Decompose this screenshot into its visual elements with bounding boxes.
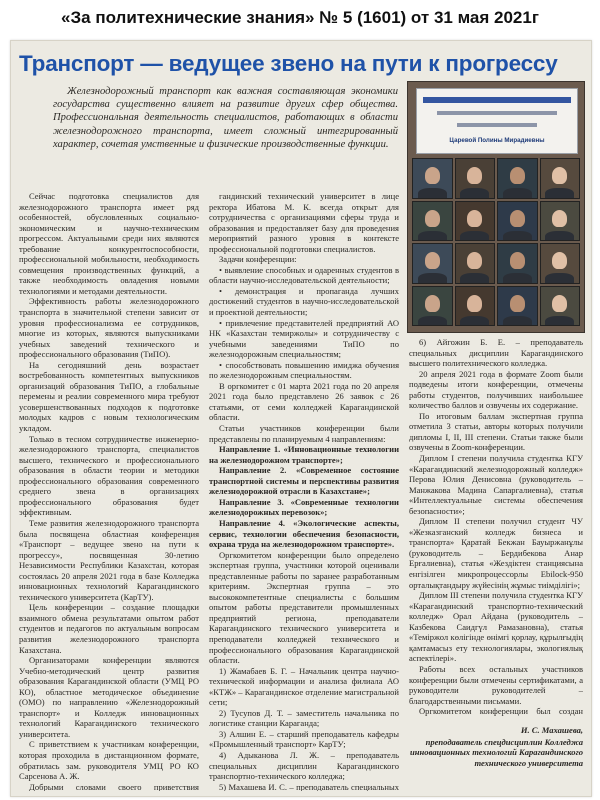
participant-tile bbox=[540, 158, 581, 199]
paragraph: 3) Алшин Е. – старший преподаватель кафедры «Промышленный транспорт» КарТУ; bbox=[209, 728, 399, 750]
paragraph: Только в тесном сотрудничестве инженерно-железнодорожного транспорта, специалистов высшего, технического и профессионального образования в области теории и методики профессионального образования современного среднего звена в организациях профессионального образования будет эффективным. bbox=[19, 433, 199, 518]
paragraph: • привлечение представителей предприятий АО НК «Казахстан темиржолы» и сотрудничеству с учебными заведениями ТиПО по железнодорожным специальностям; bbox=[209, 317, 399, 360]
newspaper-page bbox=[10, 40, 592, 797]
paragraph: На сегодняшний день возрастает востребованность компетентных выпускников организаций образования ТиПО, а глобальные перемены и реалии современного мира требуют усовершенствованных подходов к подготовке молодых кадров с новым технологическим укладом. bbox=[19, 359, 199, 434]
article-column-1 bbox=[19, 191, 199, 791]
author-signature bbox=[409, 725, 583, 795]
paragraph: Сейчас подготовка специалистов для железнодорожного транспорта имеет ряд особенностей, обусловленных социально-экономическим и научно-техническим прогрессом. Актуальными среди них являются требование конкурентоспособности, профессиональной мобильности, необходимость совмещения производственных функций, а также необходимость овладения новыми технологиями и методами деятельности. bbox=[19, 191, 199, 296]
paragraph: 6) Айгожин Б. Е. – преподаватель специальных дисциплин Карагандинского высшего политехнического колледжа. bbox=[409, 337, 583, 369]
paragraph: Работы всех остальных участников конференции были отмечены сертификатами, а руководители руководителей – благодарственными письмами. bbox=[409, 663, 583, 706]
paragraph: Диплом III степени получила студентка КГУ «Карагандинский транспортно-технический колледж» Орал Айдана (руководитель – Казбекова Саидгүл Рамазановна), статья «Теміржол көлігінде өнімгі қорлау, құрылғыдің қамтамасыз ету технологиялары, экологиялық аспектілері». bbox=[409, 590, 583, 664]
participant-tile bbox=[497, 243, 538, 284]
paragraph: Направление 4. «Экологические аспекты, сервис, технологии обеспечения безопасности, охрана труда на железнодорожном транспорте». bbox=[209, 517, 399, 550]
participant-tile bbox=[455, 201, 496, 242]
paragraph: С приветствием к участникам конференции, которая проходила в дистанционном формате, обратилась зам. руководителя УМЦ РО КО Сарсенова А. Ж. bbox=[19, 739, 199, 782]
paragraph: Организаторами конференции являются Учебно-методический центр развития образования Карагандинской области (УМЦ РО КО), областное методическое объединение (ОМО) по направлению «Железнодорожный транспорт» и Колледж инновационных технологий Карагандинского технического университета. bbox=[19, 655, 199, 739]
paragraph: Направление 1. «Инновационные технологии на железнодорожном транспорте»; bbox=[209, 444, 399, 465]
paragraph: • способствовать повышению имиджа обучения по железнодорожным специальностям. bbox=[209, 359, 399, 381]
paragraph: 5) Махашева И. С. – преподаватель специальных bbox=[219, 781, 399, 791]
paragraph: • демонстрация и пропаганда лучших достижений студентов в научно-исследовательской и проектной деятельности; bbox=[209, 285, 399, 318]
paragraph: Диплом I степени получила студентка КГУ «Карагандинский железнодорожный колледж» Перова Юлия Денисовна (руководитель – Манжакова Мадина Сапаргалиевна), статья «Интеллектуальные системы обеспечения безопасности»; bbox=[409, 453, 583, 516]
participant-tile bbox=[455, 243, 496, 284]
paragraph: Цель конференции – создание площадки взаимного обмена результатами опытом работ студентов и педагогов по актуальным вопросам развития железнодорожного транспорта Казахстана. bbox=[19, 602, 199, 655]
paragraph: Задачи конференции: bbox=[219, 254, 297, 265]
participant-tile bbox=[497, 158, 538, 199]
slide-caption: Царевой Полины Мирадиевны bbox=[449, 137, 545, 144]
paragraph: Добрыми словами своего приветствия bbox=[29, 781, 199, 791]
article-headline: Транспорт — ведущее звено на пути к прогрессу bbox=[19, 51, 558, 76]
participant-tile bbox=[455, 158, 496, 199]
paragraph: В оргкомитет с 01 марта 2021 года по 20 апреля 2021 года было представлено 26 заявок с 26 статьями, от семи колледжей Карагандинской области. bbox=[209, 380, 399, 423]
paragraph: 20 апреля 2021 года в формате Zoom были подведены итоги конференции, отмечены работы студентов, получивших наибольшее количество баллов и озвучены их содержание. bbox=[409, 368, 583, 411]
paragraph: гандинский технический университет в лице ректора Ибатова М. К. всегда открыт для сотрудничества с организациями сферы труда и образования и предоставляет базу для проведения мероприятий разного уровня в контексте профессиональной подготовки специалистов. bbox=[209, 191, 399, 254]
paragraph: 1) Жамабаев Б. Г. – Начальник центра научно-технической информации и анализа филиала АО «КТЖ» – Карагандинское отделение магистральной сети; bbox=[209, 665, 399, 708]
masthead-caption: «За политехнические знания» № 5 (1601) от 31 мая 2021г bbox=[61, 8, 539, 27]
participant-tile bbox=[412, 201, 453, 242]
paragraph: 4) Адыканова Л. Ж. – преподаватель специальных дисциплин Карагандинского транспортно-технического колледжа; bbox=[209, 749, 399, 782]
participant-tile bbox=[540, 286, 581, 327]
participant-tile bbox=[455, 286, 496, 327]
video-call-grid bbox=[412, 158, 580, 326]
presentation-slide bbox=[416, 88, 578, 154]
article-lead: Железнодорожный транспорт как важная составляющая экономики государства существенно влияет на развитие других сфер общества. Профессиональная деятельность специалистов, работающих в области железнодорожного транспорта, имеет сложный интегрированный характер, сочетая умственные и физические производственные функции. bbox=[53, 86, 398, 150]
participant-tile bbox=[540, 201, 581, 242]
participant-tile bbox=[497, 286, 538, 327]
paragraph: • выявление способных и одаренных студентов в области научно-исследовательской деятельности; bbox=[209, 264, 399, 286]
paragraph: Диплом II степени получил студент ЧУ «Жезказганский колледж бизнеса и транспорта» Қаратай Бекжан Бауыржанұлы (руководитель – Бердибекова Анар Ерғалиевна), статья «Жездіктен станциясына енгізілген микропроцессорлы Ebilock-950 орталықтандыру жүйесінің жұмыс тиімділігі»; bbox=[409, 516, 583, 590]
participant-tile bbox=[497, 201, 538, 242]
article-column-2 bbox=[209, 191, 399, 791]
author-name: И. С. Махашева, bbox=[520, 725, 583, 735]
participant-tile bbox=[412, 243, 453, 284]
article-column-3 bbox=[409, 337, 583, 717]
paragraph: Оргкомитетом конференции был создан bbox=[419, 706, 583, 717]
participant-tile bbox=[412, 286, 453, 327]
paragraph: Оргкомитетом конференции было определено экспертная группа, участники которой оценивали представленные работы по заранее разработанным критериям. Экспертная группа – это высококомпетентные специалисты с большим опытом работы представители промышленных предприятий региона, преподаватели Карагандинского технического университета и преподаватели колледжей технического и профессионального образования Карагандинской области. bbox=[209, 549, 399, 666]
paragraph: Теме развития железнодорожного транспорта была посвящена областная конференция «Транспорт – ведущее звено на пути к прогрессу», посвященная 30-летию Независимости Республики Казахстан, которая состоялась 20 апреля 2021 года в базе Колледжа инновационных технологий Карагандинского технического университета (КарТУ). bbox=[19, 517, 199, 602]
paragraph: Эффективность работы железнодорожного транспорта в значительной степени зависит от уровня профессионализма ее сотрудников, многие из которых, являются выпускниками учебных заведений технического и профессионального образования (ТиПО). bbox=[19, 296, 199, 360]
paragraph: По итоговым баллам экспертная группа отметила 3 статьи, авторы которых получили дипломы I, II, III степени. Статьи также были озвучены в Zoom-конференции. bbox=[409, 410, 583, 453]
conference-photo bbox=[407, 81, 585, 333]
paragraph: 2) Тусупов Д. Т. – заместитель начальника по логистике станции Караганда; bbox=[209, 707, 399, 729]
participant-tile bbox=[540, 243, 581, 284]
paragraph: Статьи участников конференции были представлены по планируемым 4 направлениям: bbox=[209, 423, 399, 444]
participant-tile bbox=[412, 158, 453, 199]
author-role: преподаватель спецдисциплин Колледжа инновационных технологий Карагандинского технического университета bbox=[410, 737, 583, 768]
paragraph: Направление 3. «Современные технологии железнодорожных перевозок»; bbox=[209, 496, 399, 518]
paragraph: Направление 2. «Современное состояние транспортной системы и перспективы развития железнодорожной отрасли в Казахстане»; bbox=[209, 465, 399, 497]
